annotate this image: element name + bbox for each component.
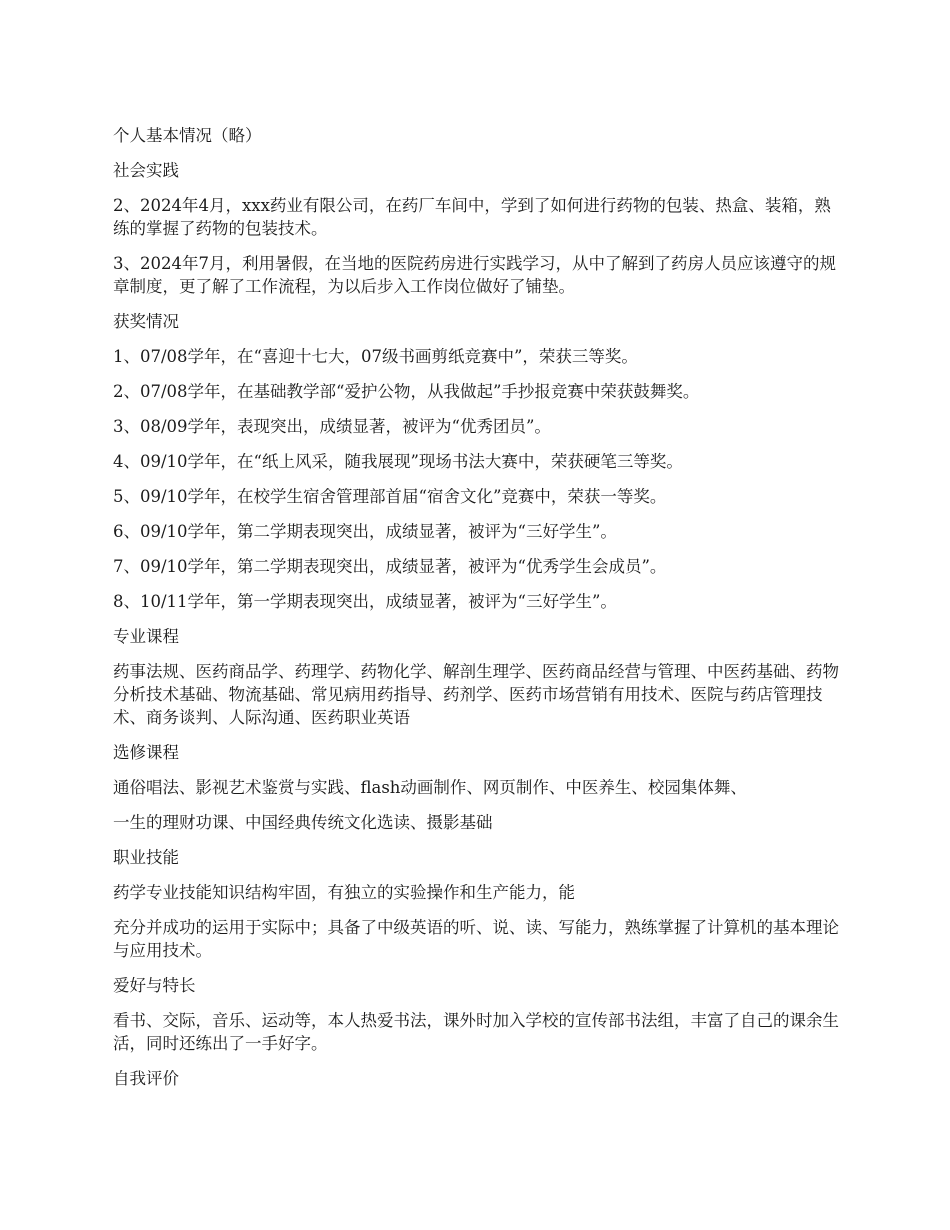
social-practice-heading: 社会实践 xyxy=(113,161,179,180)
hobbies-heading: 爱好与特长 xyxy=(113,976,196,995)
major-courses-heading: 专业课程 xyxy=(113,627,179,646)
vocational-skills-heading: 职业技能 xyxy=(113,848,179,867)
document-body xyxy=(113,124,843,1102)
vocational-skills-line-2: 充分并成功的运用于实际中；具备了中级英语的听、说、读、写能力，熟练掌握了计算机的基本理论与应用技术。 xyxy=(113,918,839,960)
practice-item-3: 3、2024年7月，利用暑假，在当地的医院药房进行实践学习，从中了解到了药房人员应该遵守的规章制度，更了解了工作流程，为以后步入工作岗位做好了铺垫。 xyxy=(113,254,836,296)
hobbies-text: 看书、交际，音乐、运动等，本人热爱书法，课外时加入学校的宣传部书法组，丰富了自己的课余生活，同时还练出了一手好字。 xyxy=(113,1011,839,1053)
award-item-1: 1、07/08学年，在“喜迎十七大，07级书画剪纸竞赛中”，荣获三等奖。 xyxy=(113,347,638,366)
award-item-3: 3、08/09学年，表现突出，成绩显著，被评为“优秀团员”。 xyxy=(113,417,551,436)
elective-courses-line-2: 一生的理财功课、中国经典传统文化选读、摄影基础 xyxy=(113,813,493,832)
award-item-8: 8、10/11学年，第一学期表现突出，成绩显著，被评为“三好学生”。 xyxy=(113,592,617,611)
practice-item-2: 2、2024年4月，xxx药业有限公司，在药厂车间中，学到了如何进行药物的包装、热盒、装箱，熟练的掌握了药物的包装技术。 xyxy=(113,196,831,238)
elective-courses-heading: 选修课程 xyxy=(113,743,179,762)
major-courses-list: 药事法规、医药商品学、药理学、药物化学、解剖生理学、医药商品经营与管理、中医药基础、药物分析技术基础、物流基础、常见病用药指导、药剂学、医药市场营销有用技术、医院与药店管理技术、商务谈判、人际沟通、医药职业英语 xyxy=(113,662,839,727)
award-item-7: 7、09/10学年，第二学期表现突出，成绩显著，被评为“优秀学生会成员”。 xyxy=(113,557,667,576)
basic-info-heading: 个人基本情况（略） xyxy=(113,126,262,145)
award-item-6: 6、09/10学年，第二学期表现突出，成绩显著，被评为“三好学生”。 xyxy=(113,522,617,541)
award-item-5: 5、09/10学年，在校学生宿舍管理部首届“宿舍文化”竞赛中，荣获一等奖。 xyxy=(113,487,667,506)
self-evaluation-heading: 自我评价 xyxy=(113,1069,179,1088)
award-item-4: 4、09/10学年，在“纸上风采，随我展现”现场书法大赛中，荣获硬笔三等奖。 xyxy=(113,452,683,471)
award-item-2: 2、07/08学年，在基础教学部“爱护公物，从我做起”手抄报竞赛中荣获鼓舞奖。 xyxy=(113,382,700,401)
elective-courses-line-1: 通俗唱法、影视艺术鉴赏与实践、flash动画制作、网页制作、中医养生、校园集体舞、 xyxy=(113,778,747,797)
vocational-skills-line-1: 药学专业技能知识结构牢固，有独立的实验操作和生产能力，能 xyxy=(113,883,575,902)
awards-heading: 获奖情况 xyxy=(113,312,179,331)
